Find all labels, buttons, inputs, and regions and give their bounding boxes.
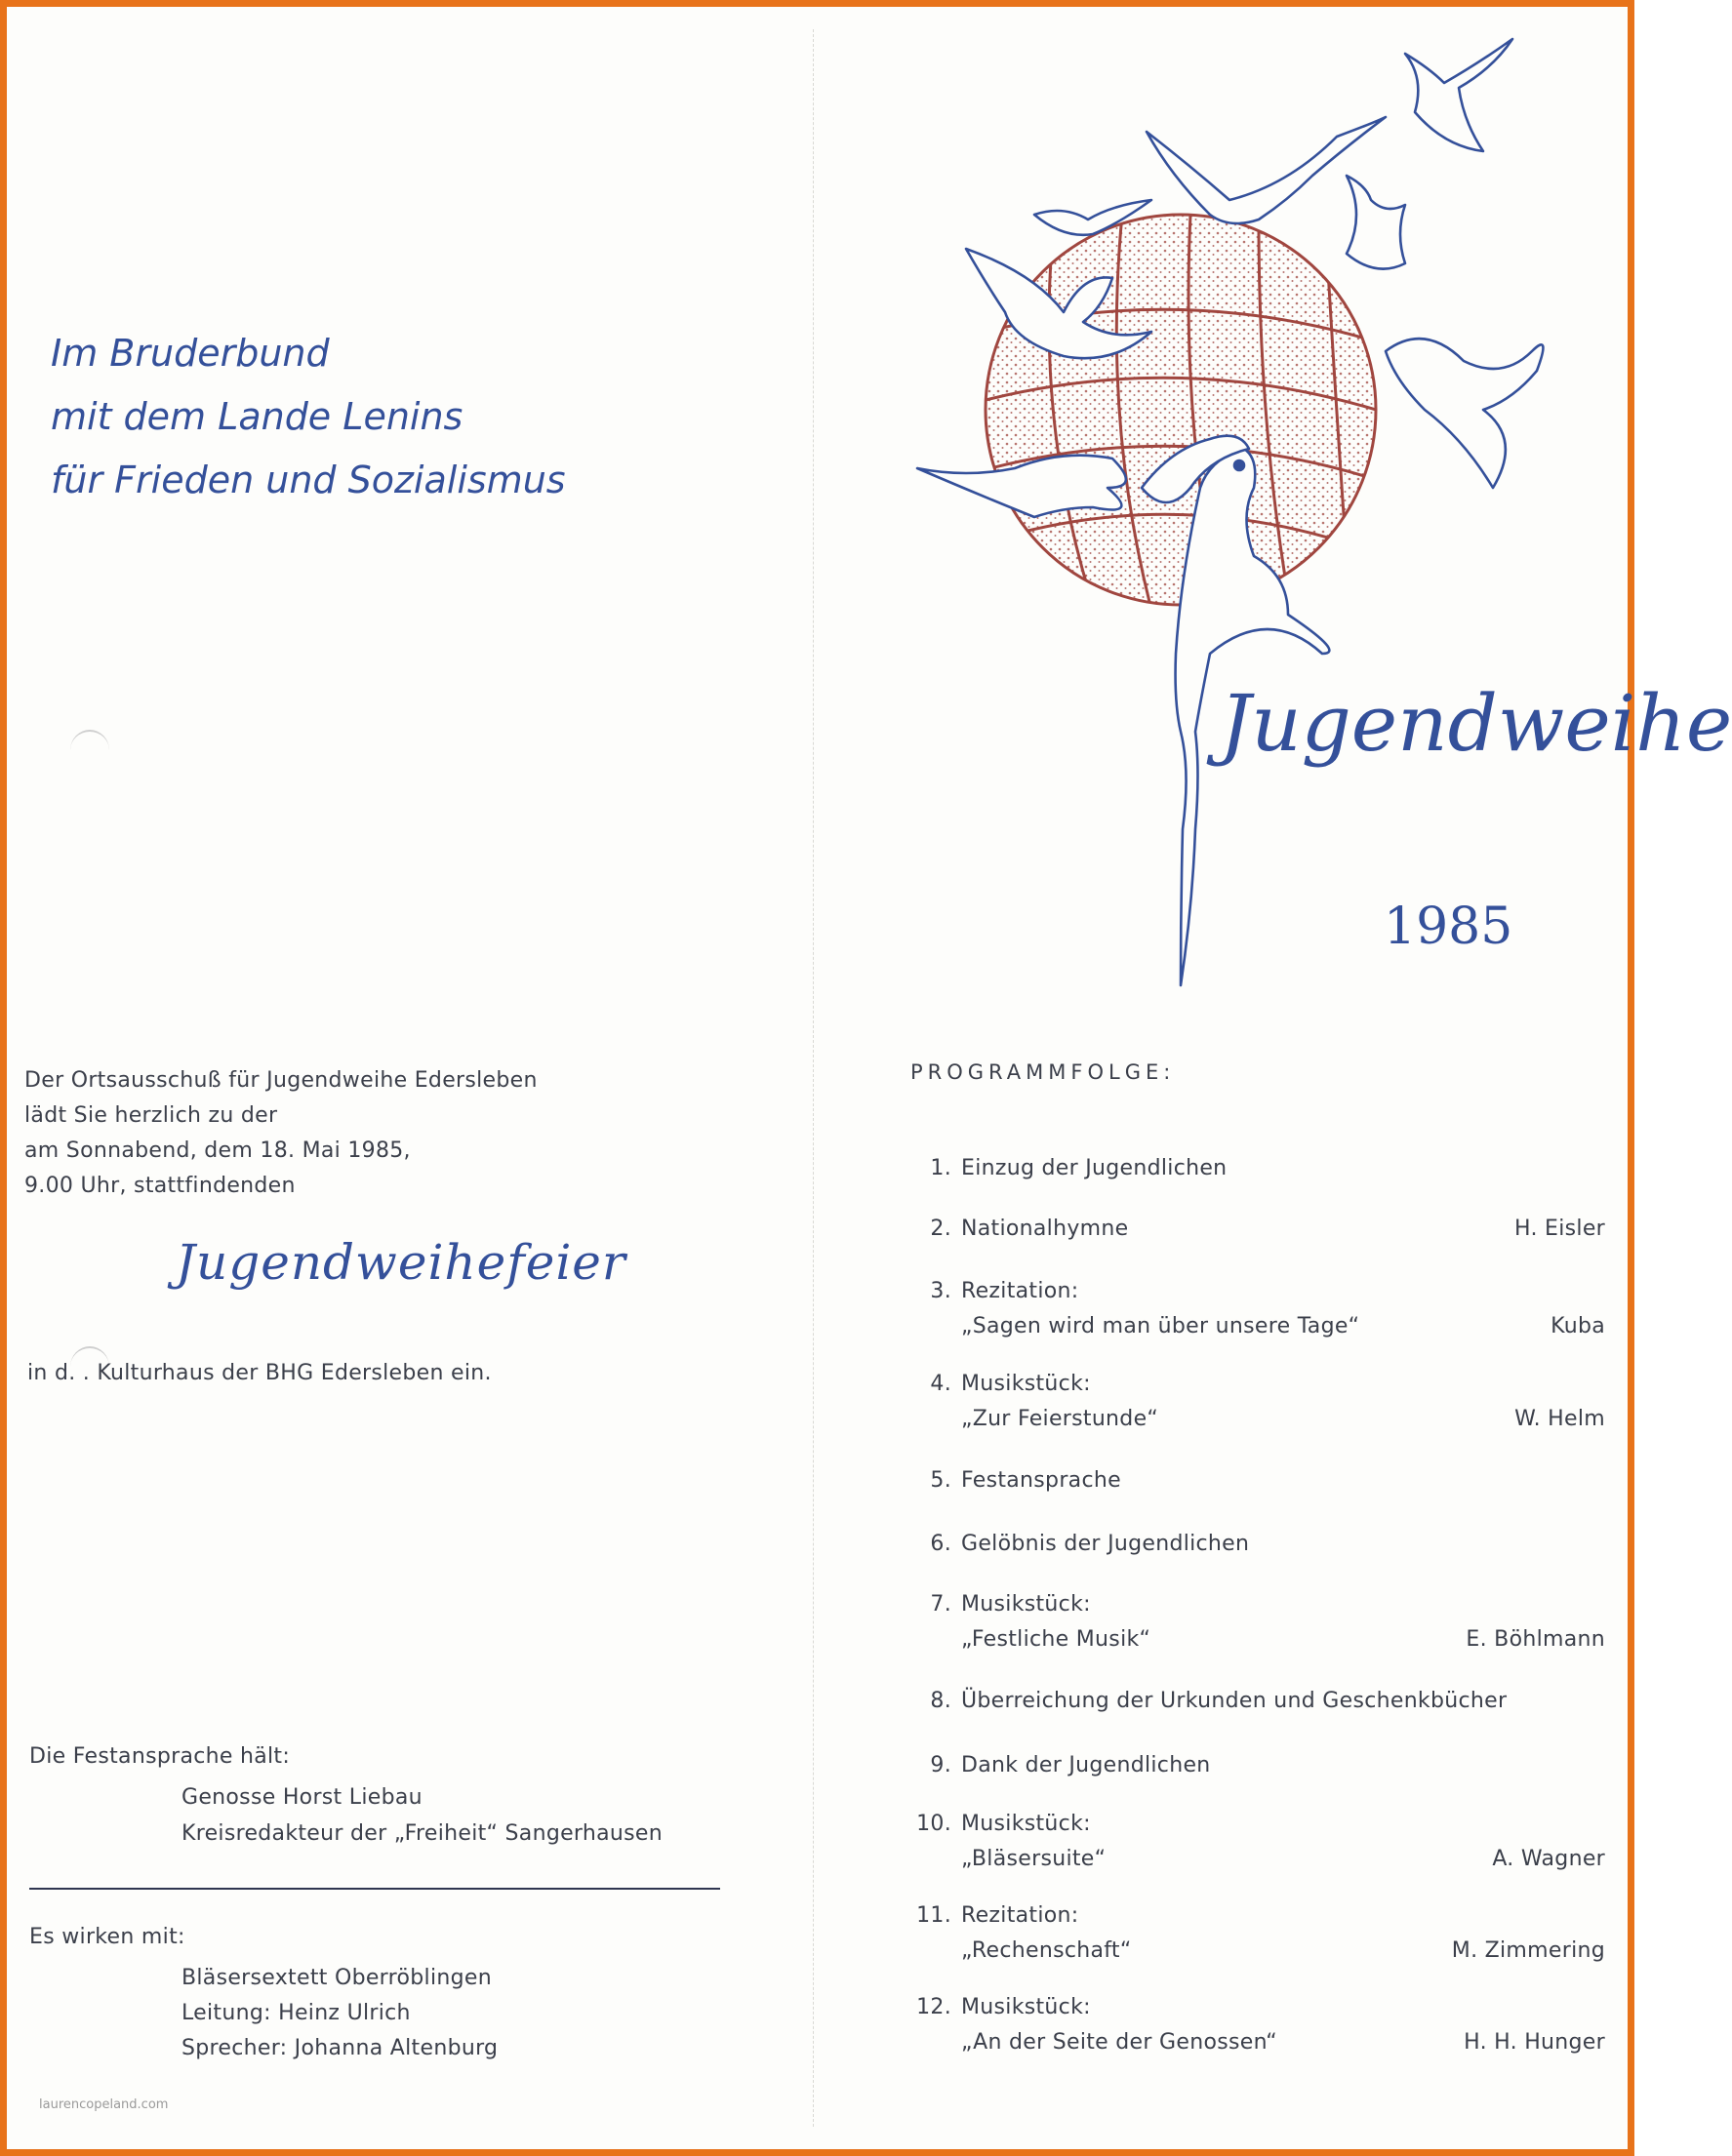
- speaker-title: Kreisredakteur der „Freiheit“ Sangerhausen: [181, 1821, 664, 1846]
- motto: [51, 322, 734, 512]
- motto-line: Im Bruderbund: [51, 332, 330, 375]
- invitation-line: lädt Sie herzlich zu der: [24, 1103, 278, 1128]
- participant: Bläsersextett Oberröblingen: [181, 1966, 492, 1990]
- program-item-title: Rezitation:: [961, 1903, 1079, 1928]
- program-item-number: 3.: [930, 1279, 951, 1303]
- dove-icon: [1405, 39, 1512, 151]
- program-item-composer: H. Eisler: [1513, 1217, 1605, 1241]
- year: 1985: [1384, 898, 1513, 956]
- speaker-name: Genosse Horst Liebau: [181, 1785, 423, 1810]
- program-item-work: „Zur Feierstunde“: [961, 1407, 1159, 1431]
- program-item-work: „Festliche Musik“: [961, 1627, 1151, 1652]
- watermark: laurencopeland.com: [39, 2097, 169, 2112]
- program-item-number: 11.: [916, 1903, 951, 1928]
- dove-icon: [1147, 117, 1386, 223]
- program-item-work: „Sagen wird man über unsere Tage“: [961, 1314, 1360, 1338]
- program-item-number: 10.: [916, 1812, 951, 1836]
- program-item-number: 7.: [930, 1592, 951, 1617]
- program-item: [912, 1684, 1605, 1719]
- program-item-number: 6.: [930, 1532, 951, 1556]
- program-item-composer: E. Böhlmann: [1466, 1627, 1605, 1652]
- program-item-number: 2.: [930, 1217, 951, 1241]
- program-item-work: „Bläsersuite“: [961, 1847, 1107, 1871]
- program-item-number: 1.: [930, 1156, 951, 1180]
- program-item-composer: H. H. Hunger: [1464, 2030, 1605, 2055]
- program-item: [912, 1527, 1605, 1562]
- program-item-title: Musikstück:: [961, 1995, 1091, 2019]
- invitation-text: [24, 1063, 727, 1204]
- dove-icon: [1347, 176, 1405, 269]
- program-item: [912, 1587, 1605, 1657]
- program-item-title: Musikstück:: [961, 1812, 1091, 1836]
- program-item-number: 4.: [930, 1372, 951, 1396]
- event-title: Jugendweihefeier: [176, 1234, 626, 1291]
- motto-line: für Frieden und Sozialismus: [51, 459, 566, 501]
- program-item-number: 12.: [916, 1995, 951, 2019]
- program-item-number: 8.: [930, 1689, 951, 1713]
- program-item-number: 9.: [930, 1753, 951, 1777]
- participants-block: [29, 1920, 498, 2066]
- participants-label: Es wirken mit:: [29, 1925, 185, 1949]
- program-item-title: Gelöbnis der Jugendlichen: [961, 1532, 1250, 1556]
- program-item: [912, 1212, 1605, 1247]
- brochure-title: Jugendweihe: [1220, 678, 1732, 769]
- punch-mark: [70, 730, 109, 771]
- program-item-title: Dank der Jugendlichen: [961, 1753, 1211, 1777]
- speech-block: [29, 1738, 663, 1852]
- participant: Sprecher: Johanna Altenburg: [181, 2036, 499, 2060]
- dove-icon: [1386, 339, 1543, 488]
- doves-globe-illustration: [917, 29, 1600, 995]
- program-item-title: Rezitation:: [961, 1279, 1079, 1303]
- divider-rule: [29, 1888, 720, 1890]
- program-item: [912, 1151, 1605, 1186]
- program-item-composer: Kuba: [1551, 1314, 1605, 1338]
- motto-line: mit dem Lande Lenins: [51, 395, 463, 438]
- program-item-work: „An der Seite der Genossen“: [961, 2030, 1277, 2055]
- speech-label: Die Festansprache hält:: [29, 1744, 291, 1769]
- program-item-title: Überreichung der Urkunden und Geschenkbücher: [961, 1689, 1508, 1713]
- program-item: [912, 1990, 1605, 2060]
- program-item-number: 5.: [930, 1468, 951, 1493]
- program-item: [912, 1367, 1605, 1437]
- program-item-title: Nationalhymne: [961, 1217, 1129, 1241]
- dove-icon: [917, 456, 1126, 517]
- globe-icon: [986, 215, 1376, 610]
- program-item-composer: A. Wagner: [1492, 1847, 1605, 1871]
- fold-line: [813, 29, 814, 2127]
- invitation-line: Der Ortsausschuß für Jugendweihe Edersleben: [24, 1068, 538, 1093]
- participant: Leitung: Heinz Ulrich: [181, 2001, 411, 2025]
- program-item: [912, 1274, 1605, 1344]
- program-item-title: Musikstück:: [961, 1372, 1091, 1396]
- program-item: [912, 1807, 1605, 1877]
- program-item-composer: M. Zimmering: [1451, 1938, 1605, 1963]
- program-item: [912, 1748, 1605, 1783]
- program-item: [912, 1463, 1605, 1498]
- program-heading: PROGRAMMFOLGE:: [910, 1060, 1176, 1084]
- invitation-line: 9.00 Uhr, stattfindenden: [24, 1174, 296, 1198]
- invitation-end: in d. . Kulturhaus der BHG Edersleben ein.: [27, 1361, 492, 1385]
- program-item-title: Einzug der Jugendlichen: [961, 1156, 1228, 1180]
- program-item-title: Festansprache: [961, 1468, 1121, 1493]
- program-item: [912, 1898, 1605, 1969]
- program-item-work: „Rechenschaft“: [961, 1938, 1132, 1963]
- program-item-composer: W. Helm: [1514, 1407, 1605, 1431]
- program-item-title: Musikstück:: [961, 1592, 1091, 1617]
- invitation-line: am Sonnabend, dem 18. Mai 1985,: [24, 1138, 411, 1163]
